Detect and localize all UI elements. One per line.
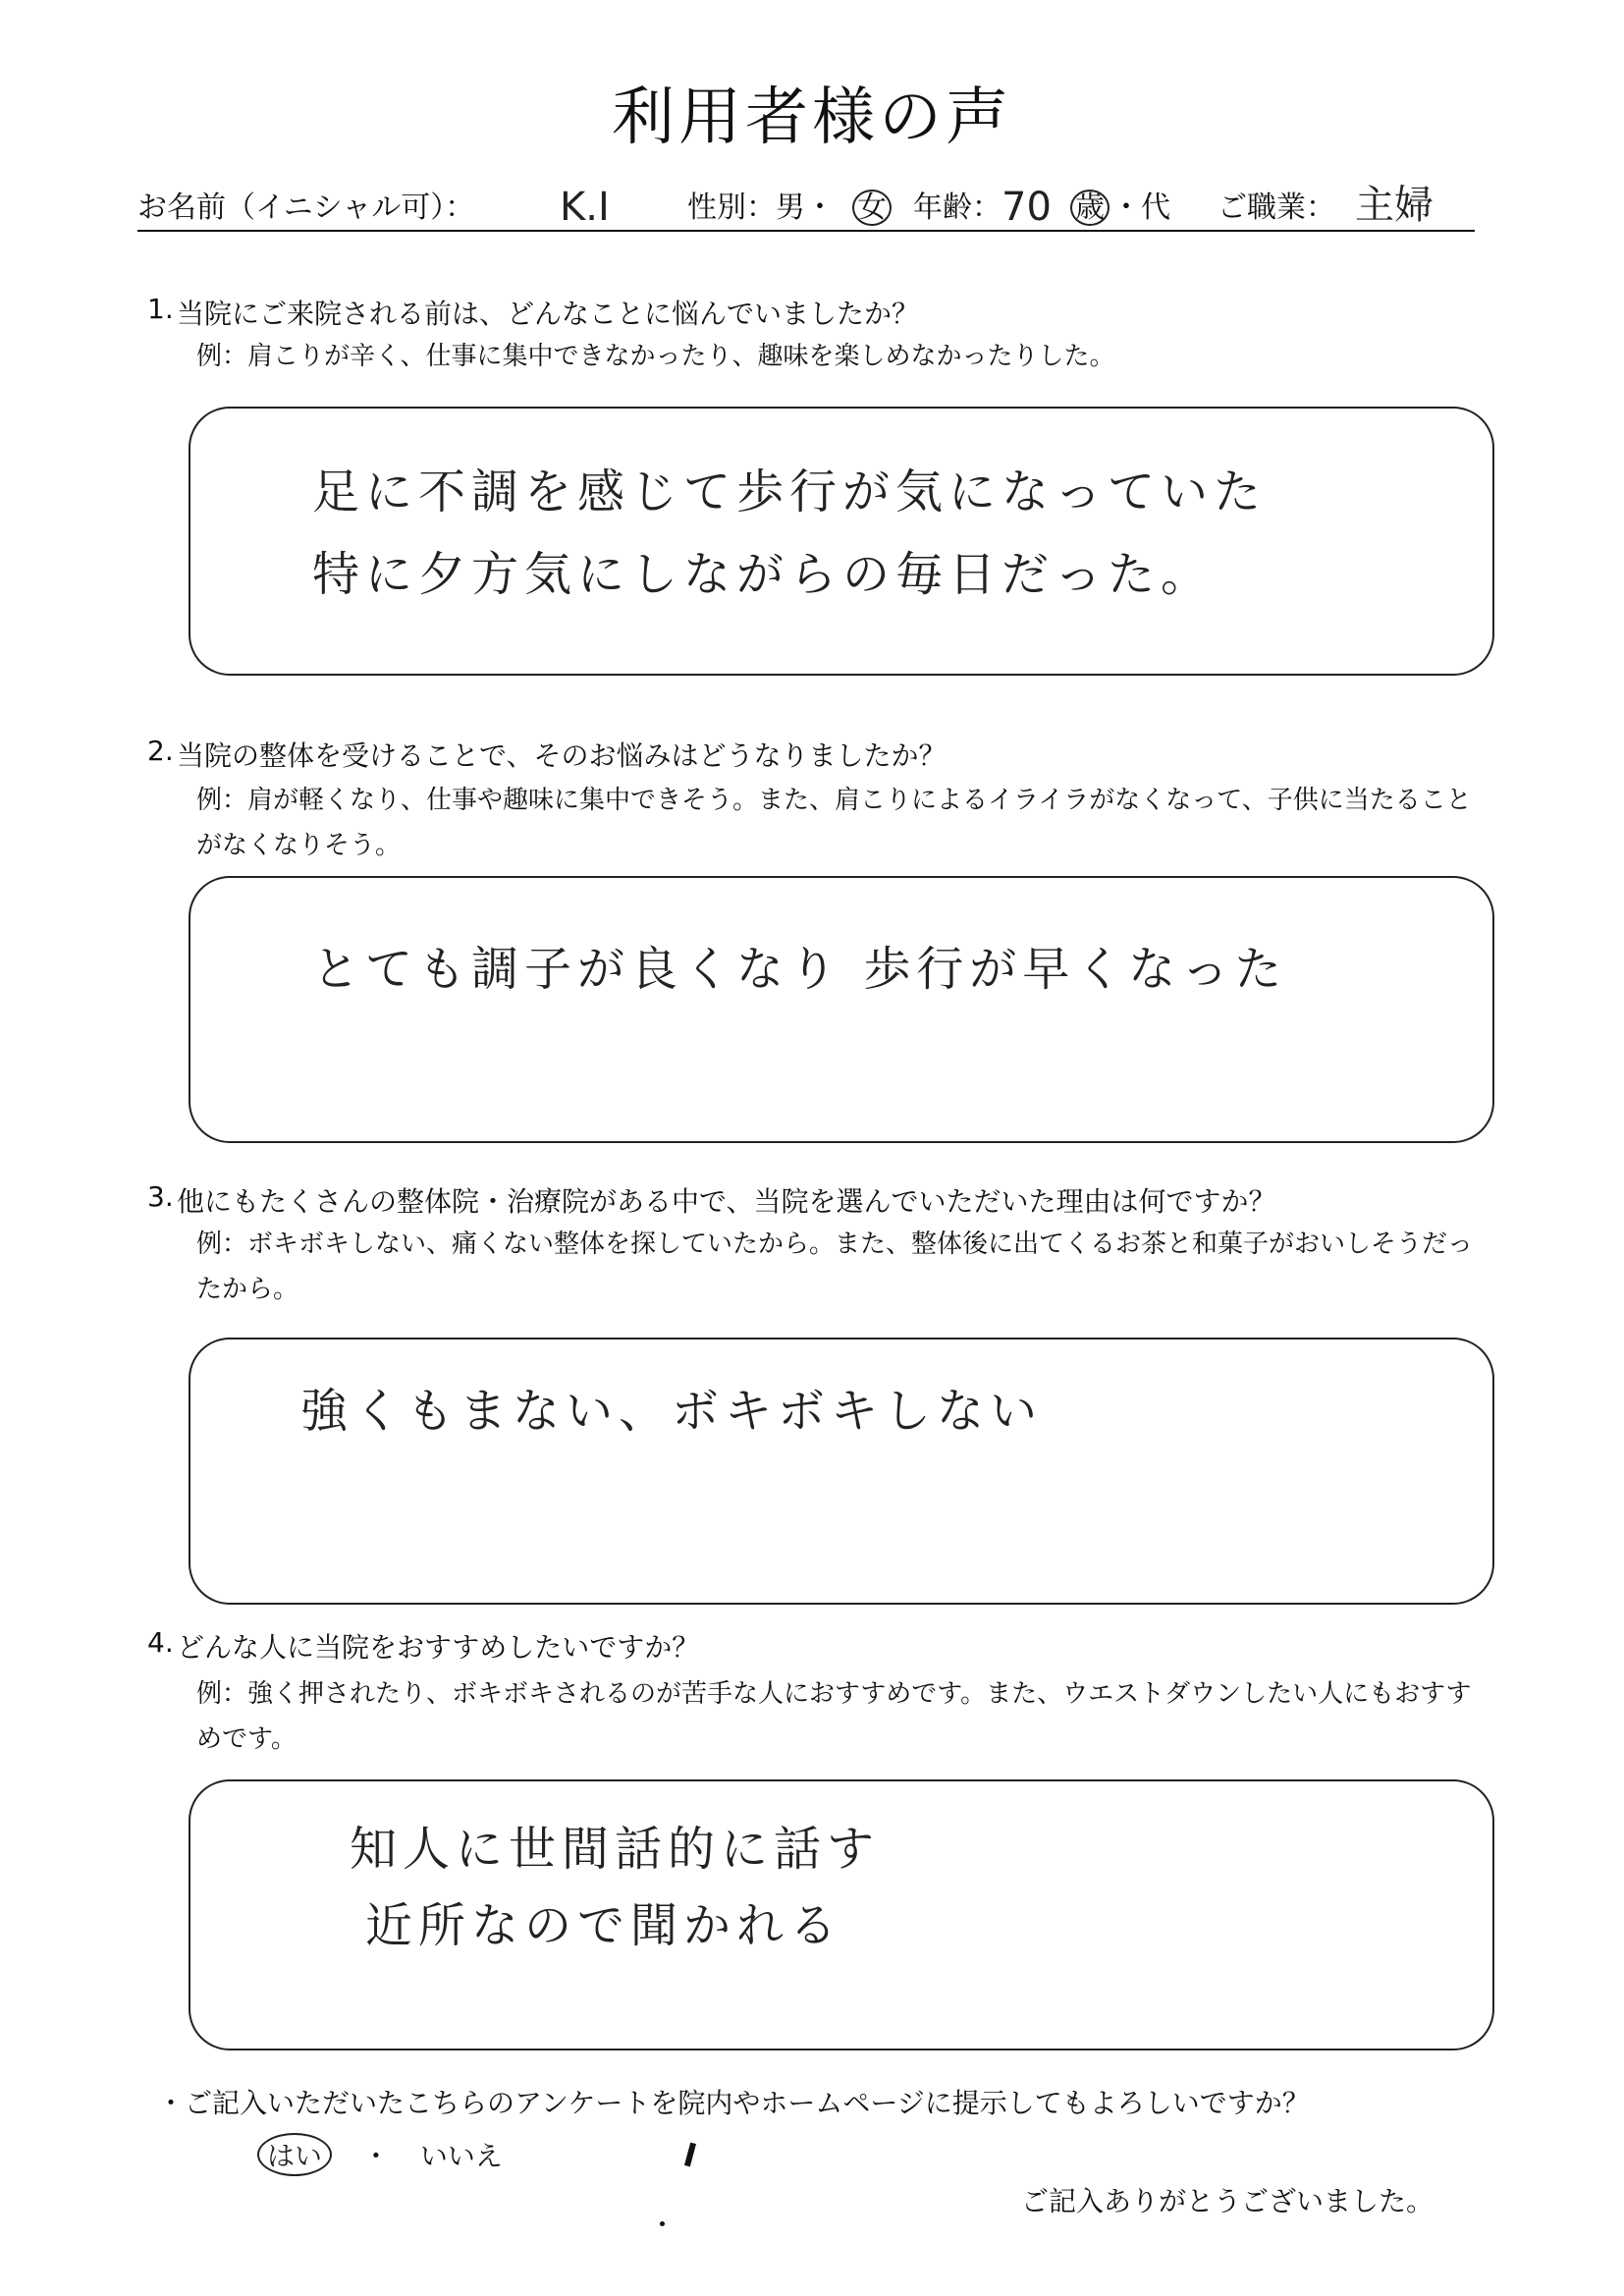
consent-separator: ・ [361,2140,390,2172]
name-label: お名前（イニシャル可）： [137,191,475,225]
gender-label: 性別：男・ [687,191,835,225]
question-2 [147,735,947,774]
question-number: 3. [147,1180,174,1213]
question-text: 当院にご来院される前は、どんなことに悩んでいましたか？ [177,298,920,330]
answer-2-line-1: とても調子が良くなり 歩行が早くなった [312,942,1288,997]
age-value: 70 [1001,185,1052,230]
question-4 [147,1626,700,1666]
age-label: 年齢： [913,191,1001,225]
answer-4-line-2: 近所なので聞かれる [365,1898,843,1953]
occupation-label: ご職業： [1218,191,1335,225]
gender-selected: 女 [852,190,892,226]
example-1: 例：肩こりが辛く、仕事に集中できなかったり、趣味を楽しめなかったりした。 [196,342,1115,371]
page-title: 利用者様の声 [612,82,1012,154]
question-number: 4. [147,1626,174,1659]
question-3 [147,1180,1276,1220]
question-1 [147,293,920,332]
name-value: K.I [560,185,610,230]
pen-dot [660,2221,665,2226]
example-4: 例：強く押されたり、ボキボキされるのが苦手な人におすすめです。また、ウエストダウンしたい人にもおすすめです。 [196,1679,1472,1754]
question-number: 1. [147,293,174,325]
answer-3-line-1: 強くもまない、ボキボキしない [300,1384,1044,1439]
consent-question: ・ご記入いただいたこちらのアンケートを院内やホームページに提示してもよろしいですか？ [157,2087,1310,2119]
question-number: 2. [147,735,174,767]
pen-mark [684,2143,696,2167]
question-text: 当院の整体を受けることで、そのお悩みはどうなりましたか？ [177,739,947,772]
consent-options [257,2133,503,2176]
age-alt-label: ・代 [1111,191,1170,225]
answer-4-line-1: 知人に世間話的に話す [350,1822,881,1877]
answer-1-line-1: 足に不調を感じて歩行が気になっていた [312,465,1268,519]
example-3: 例：ボキボキしない、痛くない整体を探していたから。また、整体後に出てくるお茶と和菓子がおいしそうだったから。 [196,1230,1474,1304]
answer-1-line-2: 特に夕方気にしながらの毎日だった。 [312,547,1215,602]
occupation-value: 主婦 [1355,183,1434,228]
question-text: 他にもたくさんの整体院・治療院がある中で、当院を選んでいただいた理由は何ですか？ [177,1185,1276,1218]
age-suffix-selected: 歳 [1070,190,1110,226]
example-2: 例：肩が軽くなり、仕事や趣味に集中できそう。また、肩こりによるイライラがなくなって、子供に当たることがなくなりそう。 [196,786,1472,860]
consent-yes-selected: はい [257,2133,332,2176]
respondent-info [137,185,1475,232]
answer-box-2 [189,876,1494,1143]
thanks-message: ご記入ありがとうございました。 [1021,2185,1435,2217]
question-text: どんな人に当院をおすすめしたいですか？ [177,1631,700,1664]
consent-no: いいえ [419,2140,503,2172]
